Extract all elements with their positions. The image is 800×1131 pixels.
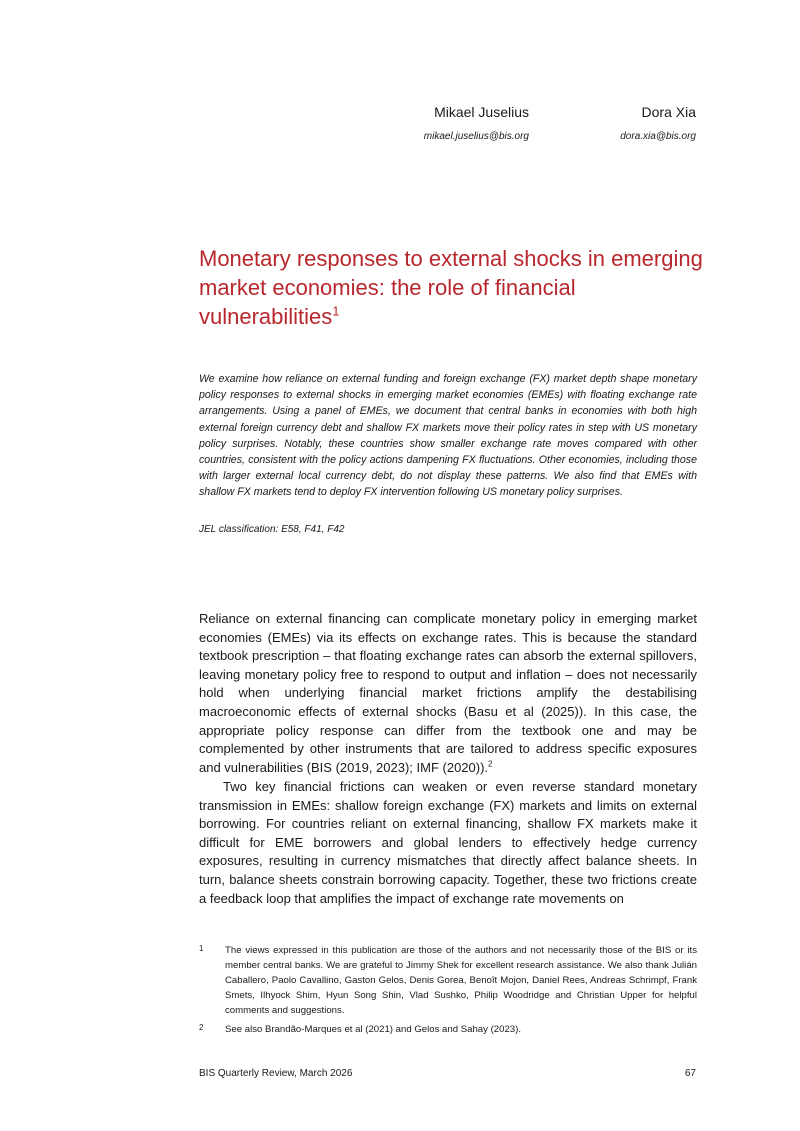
jel-classification: JEL classification: E58, F41, F42 bbox=[199, 524, 345, 535]
footnote-2 bbox=[199, 1022, 697, 1037]
footnote-ref-2[interactable]: 2 bbox=[488, 759, 493, 769]
author-email-xia[interactable]: dora.xia@bis.org bbox=[620, 131, 696, 142]
article-title bbox=[199, 244, 709, 331]
body-paragraph-2: Two key financial frictions can weaken or even reverse standard monetary transmission in EMEs: shallow foreign exchange (FX) markets and limits on external borrowing. For countries reliant on external financing, shallow FX markets make it difficult for EME borrowers and global lenders to effectively hedge currency exposures, resulting in currency mismatches that directly affect balance sheets. In turn, balance sheets constrain borrowing capacity. Together, these two frictions create a feedback loop that amplifies the impact of exchange rate movements on bbox=[199, 779, 697, 906]
author-name-juselius: Mikael Juselius bbox=[434, 104, 529, 120]
footnote-text: See also Brandão-Marques et al (2021) and Gelos and Sahay (2023). bbox=[225, 1024, 521, 1035]
author-email-juselius[interactable]: mikael.juselius@bis.org bbox=[423, 131, 529, 142]
footnote-number: 2 bbox=[199, 1023, 204, 1032]
article-title-text: Monetary responses to external shocks in emerging market economies: the role of financial vulnerabilities bbox=[199, 246, 703, 329]
title-footnote-ref[interactable]: 1 bbox=[332, 303, 340, 319]
abstract: We examine how reliance on external funding and foreign exchange (FX) market depth shape monetary policy responses to external shocks in emerging market economies (EMEs) with floating exchange rate arrangements. Using a panel of EMEs, we document that central banks in economies with both high external foreign currency debt and shallow FX markets move their policy rates in step with US monetary policy surprises. Notably, these countries show smaller exchange rate moves compared with other countries, consistent with the policy actions dampening FX fluctuations. Other economies, including those with larger external local currency debt, do not display these patterns. We also find that EMEs with shallow FX markets tend to deploy FX intervention following US monetary policy surprises. bbox=[199, 373, 697, 499]
footer-journal: BIS Quarterly Review, March 2026 bbox=[199, 1068, 353, 1079]
footnote-1 bbox=[199, 943, 697, 1018]
body-paragraph-1 bbox=[199, 610, 697, 777]
footnote-number: 1 bbox=[199, 944, 204, 953]
footnote-text: The views expressed in this publication are those of the authors and not necessarily those of the BIS or its member central banks. We are grateful to Jimmy Shek for excellent research assistance. We also thank Julián Caballero, Paolo Cavallino, Gaston Gelos, Denis Gorea, Benoît Mojon, Daniel Rees, Andreas Schrimpf, Frank Smets, Ilhyock Shim, Hyun Song Shin, Vlad Sushko, Philip Woodridge and Christian Upper for helpful comments and suggestions. bbox=[225, 945, 697, 1016]
body-paragraph-1-text: Reliance on external financing can complicate monetary policy in emerging market economies (EMEs) via its effects on exchange rates. This is because the standard textbook prescription – that floating exchange rates can absorb the external spillovers, leaving monetary policy free to respond to output and inflation – does not necessarily hold when underlying financial market frictions amplify the destabilising macroeconomic effects of external shocks (Basu et al (2025)). In this case, the appropriate policy response can differ from the textbook one and may be complemented by other instruments that are tailored to address specific exposures and vulnerabilities (BIS (2019, 2023); IMF (2020)). bbox=[199, 611, 697, 775]
author-name-xia: Dora Xia bbox=[641, 104, 696, 120]
page-number: 67 bbox=[684, 1068, 696, 1079]
